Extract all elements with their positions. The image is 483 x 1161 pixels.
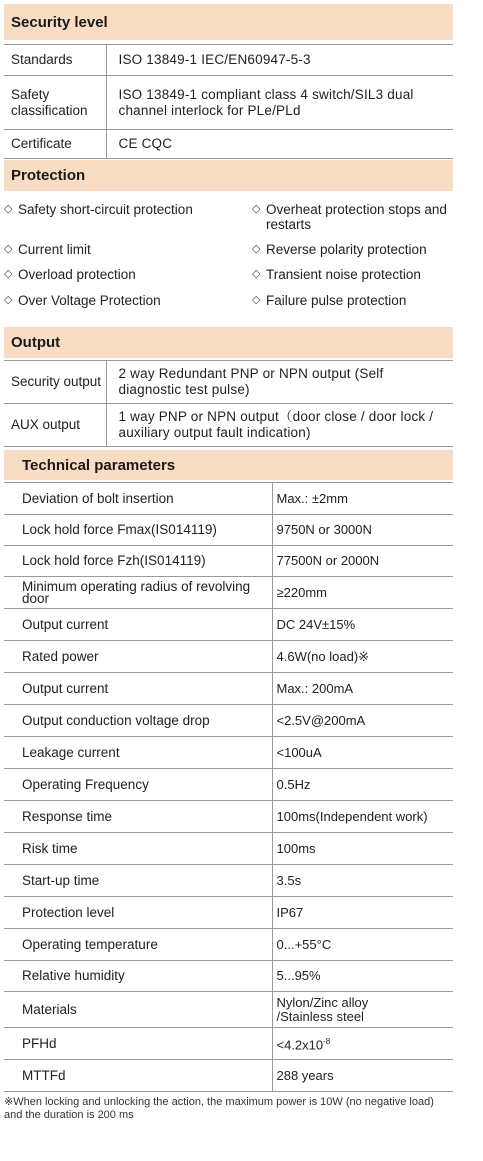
table-row bbox=[4, 801, 453, 833]
protection-title: Protection bbox=[11, 167, 86, 184]
table-row bbox=[4, 865, 453, 897]
technical-parameters-table bbox=[4, 482, 453, 1092]
list-item bbox=[252, 202, 452, 232]
protection-header bbox=[4, 160, 453, 191]
table-row bbox=[4, 705, 453, 737]
param-name: Output conduction voltage drop bbox=[4, 705, 272, 737]
table-row bbox=[4, 992, 453, 1028]
protection-item-label: Reverse polarity protection bbox=[266, 242, 427, 257]
param-name: Lock hold force Fzh(IS014119) bbox=[4, 546, 272, 577]
table-row bbox=[4, 609, 453, 641]
table-row bbox=[4, 130, 453, 159]
row-key: Standards bbox=[4, 45, 106, 76]
list-item bbox=[252, 267, 452, 282]
param-name: Lock hold force Fmax(IS014119) bbox=[4, 515, 272, 546]
table-row bbox=[4, 76, 453, 130]
protection-item-label: Transient noise protection bbox=[266, 267, 421, 282]
row-key: Safety classification bbox=[4, 76, 106, 130]
param-name: Operating temperature bbox=[4, 929, 272, 961]
table-row bbox=[4, 737, 453, 769]
table-row bbox=[4, 404, 453, 447]
table-row bbox=[4, 833, 453, 865]
technical-parameters-title: Technical parameters bbox=[22, 456, 176, 474]
table-row bbox=[4, 641, 453, 673]
param-value: 0.5Hz bbox=[272, 769, 453, 801]
pfhd-exponent: -8 bbox=[323, 1036, 331, 1046]
row-key: Certificate bbox=[4, 130, 106, 159]
table-row bbox=[4, 361, 453, 404]
param-name: Rated power bbox=[4, 641, 272, 673]
param-value: 9750N or 3000N bbox=[272, 515, 453, 546]
row-value: 2 way Redundant PNP or NPN output (Self diagnostic test pulse) bbox=[106, 361, 453, 404]
param-value: 288 years bbox=[272, 1060, 453, 1092]
protection-item-label: Overload protection bbox=[18, 267, 136, 282]
table-row bbox=[4, 483, 453, 515]
param-name: Start-up time bbox=[4, 865, 272, 897]
param-value: 4.6W(no load)※ bbox=[272, 641, 453, 673]
row-value: ISO 13849-1 compliant class 4 switch/SIL3 dual channel interlock for PLe/PLd bbox=[106, 76, 453, 130]
table-row bbox=[4, 897, 453, 929]
diamond-icon: ◇ bbox=[252, 268, 261, 280]
row-key: Security output bbox=[4, 361, 106, 404]
param-name: Operating Frequency bbox=[4, 769, 272, 801]
param-name: Relative humidity bbox=[4, 961, 272, 992]
param-name: Minimum operating radius of revolving door bbox=[4, 577, 272, 609]
param-value: 3.5s bbox=[272, 865, 453, 897]
param-name: Risk time bbox=[4, 833, 272, 865]
row-value: ISO 13849-1 IEC/EN60947-5-3 bbox=[106, 45, 453, 76]
param-value: <2.5V@200mA bbox=[272, 705, 453, 737]
output-table bbox=[4, 360, 453, 447]
param-name: Materials bbox=[4, 992, 272, 1028]
list-item bbox=[4, 242, 234, 257]
param-value: 100ms bbox=[272, 833, 453, 865]
security-level-table bbox=[4, 44, 453, 159]
param-name: PFHd bbox=[4, 1028, 272, 1060]
param-name: Output current bbox=[4, 673, 272, 705]
diamond-icon: ◇ bbox=[252, 243, 261, 255]
protection-item-label: Current limit bbox=[18, 242, 91, 257]
param-name: Leakage current bbox=[4, 737, 272, 769]
table-row bbox=[4, 769, 453, 801]
table-row bbox=[4, 515, 453, 546]
param-value: Max.: ±2mm bbox=[272, 483, 453, 515]
security-level-title: Security level bbox=[11, 13, 108, 31]
diamond-icon: ◇ bbox=[4, 203, 13, 215]
table-row bbox=[4, 546, 453, 577]
param-name: Deviation of bolt insertion bbox=[4, 483, 272, 515]
row-value: 1 way PNP or NPN output（door close / door lock / auxiliary output fault indication) bbox=[106, 404, 453, 447]
protection-item-label: Failure pulse protection bbox=[266, 293, 407, 308]
param-value: ≥220mm bbox=[272, 577, 453, 609]
protection-item-label: Over Voltage Protection bbox=[18, 293, 161, 308]
row-value: CE CQC bbox=[106, 130, 453, 159]
param-name: Output current bbox=[4, 609, 272, 641]
param-value: 100ms(Independent work) bbox=[272, 801, 453, 833]
param-name: Protection level bbox=[4, 897, 272, 929]
protection-item-label: Overheat protection stops and restarts bbox=[266, 202, 447, 232]
param-value: Nylon/Zinc alloy /Stainless steel bbox=[272, 992, 453, 1028]
list-item bbox=[252, 242, 452, 257]
list-item bbox=[4, 293, 234, 308]
diamond-icon: ◇ bbox=[4, 294, 13, 306]
table-row bbox=[4, 673, 453, 705]
table-row bbox=[4, 1028, 453, 1060]
param-name: MTTFd bbox=[4, 1060, 272, 1092]
param-value: 0...+55°C bbox=[272, 929, 453, 961]
technical-parameters-header bbox=[4, 450, 453, 480]
list-item bbox=[252, 293, 452, 308]
pfhd-value: <4.2x10 bbox=[276, 1037, 324, 1053]
diamond-icon: ◇ bbox=[252, 294, 261, 306]
security-level-header bbox=[4, 4, 453, 40]
param-value: 5...95% bbox=[272, 961, 453, 992]
table-row bbox=[4, 45, 453, 76]
protection-item-label: Safety short-circuit protection bbox=[18, 202, 193, 217]
param-value: IP67 bbox=[272, 897, 453, 929]
diamond-icon: ◇ bbox=[252, 203, 261, 215]
diamond-icon: ◇ bbox=[4, 243, 13, 255]
param-value: 77500N or 2000N bbox=[272, 546, 453, 577]
param-name: Response time bbox=[4, 801, 272, 833]
diamond-icon: ◇ bbox=[4, 268, 13, 280]
list-item bbox=[4, 202, 234, 217]
protection-list bbox=[4, 202, 453, 317]
footnote: ※When locking and unlocking the action, the maximum power is 10W (no negative load) and the duration is 200 ms bbox=[4, 1096, 434, 1121]
row-key: AUX output bbox=[4, 404, 106, 447]
table-row bbox=[4, 929, 453, 961]
param-value bbox=[272, 1028, 453, 1060]
table-row bbox=[4, 1060, 453, 1092]
output-header bbox=[4, 327, 453, 358]
table-row bbox=[4, 577, 453, 609]
output-title: Output bbox=[11, 334, 61, 351]
param-value: DC 24V±15% bbox=[272, 609, 453, 641]
param-value: Max.: 200mA bbox=[272, 673, 453, 705]
table-row bbox=[4, 961, 453, 992]
list-item bbox=[4, 267, 234, 282]
param-value: <100uA bbox=[272, 737, 453, 769]
